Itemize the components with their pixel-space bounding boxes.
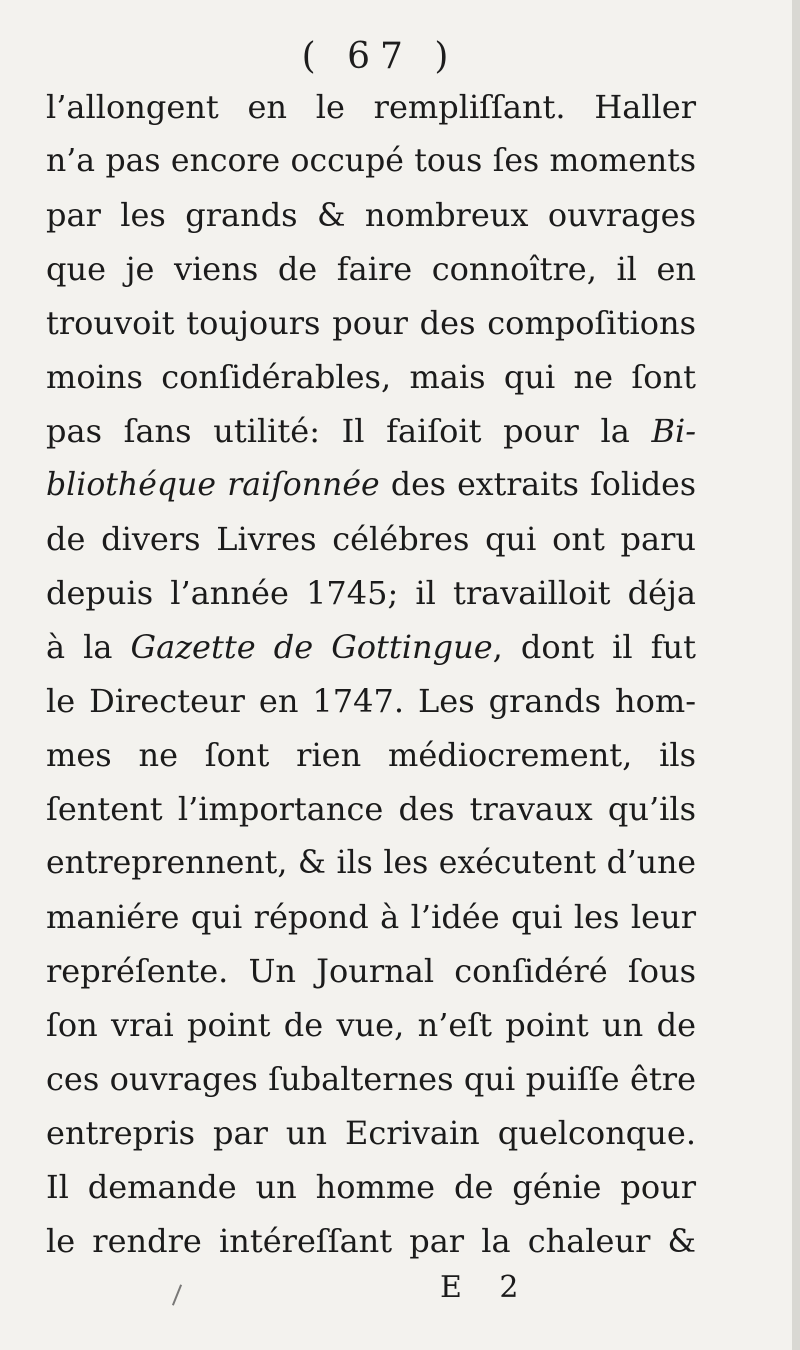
text-line: le Directeur en 1747. Les grands hom- (46, 682, 696, 720)
text-line: ces ouvrages ſubalternes qui puiſſe être (46, 1060, 696, 1098)
page-edge-shadow (792, 0, 800, 1350)
line-roman-part: pas ſans utilité: Il faiſoit pour la (46, 412, 652, 450)
line-roman-part: des extraits ſolides (379, 467, 696, 503)
line-italic-part: Gazette de Gottingue (130, 628, 493, 666)
text-line: repréſente. Un Journal conſidéré ſous (46, 952, 696, 990)
line-italic-part: Bi- (651, 412, 696, 450)
text-line: entreprennent, & ils les exécutent d’une (46, 845, 696, 881)
text-line-with-italic (46, 620, 696, 674)
line-italic-part: bliothéque raiſonnée (46, 467, 380, 503)
text-line: trouvoit toujours pour des compoſitions (46, 304, 696, 342)
line-roman-part: à la (46, 628, 131, 666)
text-line: l’allongent en le rempliſſant. Haller (46, 88, 696, 126)
text-line: que je viens de faire connoître, il en (46, 250, 696, 288)
text-line: mes ne ſont rien médiocrement, ils (46, 736, 696, 774)
signature-mark: E 2 (440, 1270, 533, 1305)
text-line-with-italic (46, 404, 696, 458)
text-line: par les grands & nombreux ouvrages (46, 196, 696, 234)
text-line: le rendre intéreſſant par la chaleur & (46, 1222, 696, 1260)
text-line: n’a pas encore occupé tous ſes moments (46, 143, 696, 179)
text-line: de divers Livres célébres qui ont paru (46, 520, 696, 558)
stray-ink-mark (172, 1284, 182, 1305)
body-text (46, 80, 696, 1268)
text-line: ſon vrai point de vue, n’eſt point un de (46, 1006, 696, 1044)
text-line: entrepris par un Ecrivain quelconque. (46, 1114, 696, 1152)
text-line: maniére qui répond à l’idée qui les leur (46, 898, 696, 936)
page-number: ( 67 ) (301, 36, 459, 77)
text-line: moins conſidérables, mais qui ne ſont (46, 358, 696, 396)
text-line: depuis l’année 1745; il travailloit déja (46, 574, 696, 612)
text-line: Il demande un homme de génie pour (46, 1168, 696, 1206)
line-roman-part: , dont il fut (492, 628, 697, 666)
text-line-with-italic (46, 458, 696, 512)
text-line: ſentent l’importance des travaux qu’ils (46, 790, 696, 828)
